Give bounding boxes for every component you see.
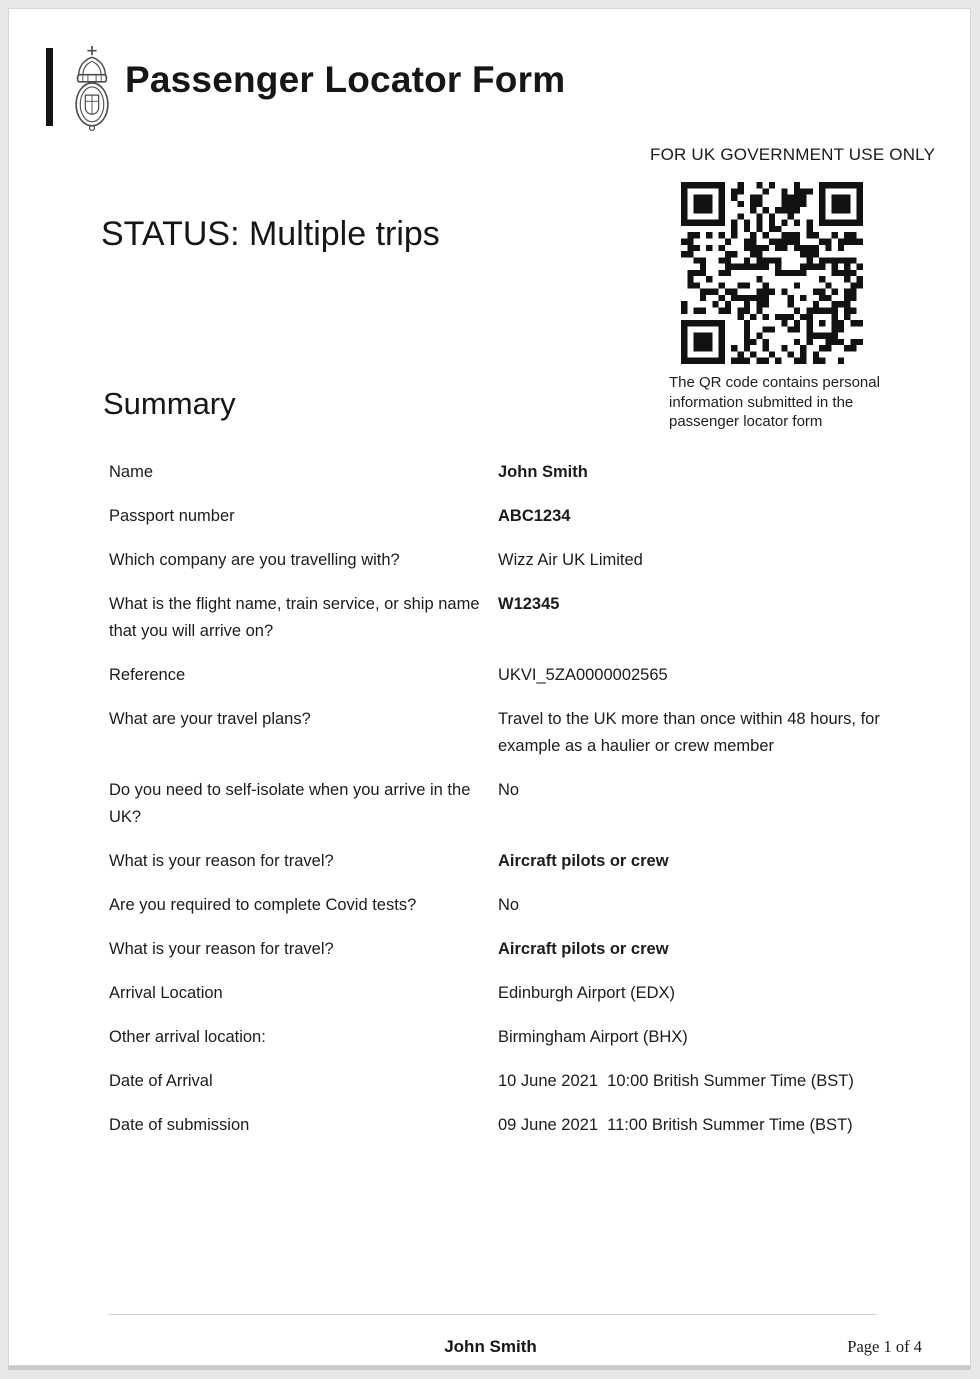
page-number: Page 1 of 4 (847, 1337, 922, 1356)
row-value: ABC1234 (498, 507, 571, 525)
summary-row (109, 706, 889, 760)
summary-row (109, 1068, 889, 1095)
row-value: Wizz Air UK Limited (498, 551, 643, 569)
row-value: 10 June 2021 10:00 British Summer Time (BST) (498, 1072, 854, 1090)
summary-row (109, 503, 889, 530)
row-value: 09 June 2021 11:00 British Summer Time (BST) (498, 1116, 853, 1134)
summary-row (109, 1024, 889, 1051)
row-label: Other arrival location: (109, 1028, 266, 1046)
summary-row (109, 547, 889, 574)
row-value: John Smith (498, 463, 588, 481)
summary-row (109, 777, 889, 831)
row-label: What is the flight name, train service, or ship name that you will arrive on? (109, 595, 480, 640)
summary-row (109, 892, 889, 919)
summary-row (109, 591, 889, 645)
row-value: Aircraft pilots or crew (498, 940, 669, 958)
row-value: No (498, 896, 520, 914)
row-label: What are your travel plans? (109, 710, 311, 728)
row-label: Are you required to complete Covid tests? (109, 896, 417, 914)
summary-row (109, 980, 889, 1007)
uk-royal-crest-icon (68, 44, 116, 132)
row-value: Edinburgh Airport (EDX) (498, 984, 675, 1002)
row-label: Do you need to self-isolate when you arrive in the UK? (109, 781, 471, 826)
row-label: What is your reason for travel? (109, 940, 334, 958)
summary-row (109, 936, 889, 963)
row-label: Name (109, 463, 154, 481)
row-value: Birmingham Airport (BHX) (498, 1028, 688, 1046)
row-label: Passport number (109, 507, 235, 525)
row-value: UKVI_5ZA0000002565 (498, 666, 668, 684)
row-label: What is your reason for travel? (109, 852, 334, 870)
row-value: No (498, 781, 520, 799)
summary-section-heading: Summary (103, 386, 236, 421)
document-page (8, 8, 971, 1366)
row-label: Date of Arrival (109, 1072, 213, 1090)
row-label: Which company are you travelling with? (109, 551, 400, 569)
summary-row (109, 1112, 889, 1139)
row-label: Arrival Location (109, 984, 223, 1002)
status-heading: STATUS: Multiple trips (101, 215, 440, 253)
row-label: Date of submission (109, 1116, 250, 1134)
qr-code (681, 181, 863, 365)
summary-row (109, 848, 889, 875)
page-title: Passenger Locator Form (125, 59, 566, 100)
row-label: Reference (109, 666, 186, 684)
qr-caption: The QR code contains personal information submitted in the passenger locator form (669, 374, 880, 430)
row-value: Travel to the UK more than once within 48 hours, for example as a haulier or crew member (498, 710, 885, 755)
brand-divider-bar (46, 48, 53, 126)
footer-passenger-name: John Smith (444, 1337, 537, 1356)
gov-use-label: FOR UK GOVERNMENT USE ONLY (650, 145, 936, 164)
footer-divider (109, 1314, 877, 1315)
summary-row (109, 662, 889, 689)
summary-row (109, 459, 889, 486)
row-value: Aircraft pilots or crew (498, 852, 669, 870)
row-value: W12345 (498, 595, 560, 613)
summary-rows (109, 459, 889, 1156)
